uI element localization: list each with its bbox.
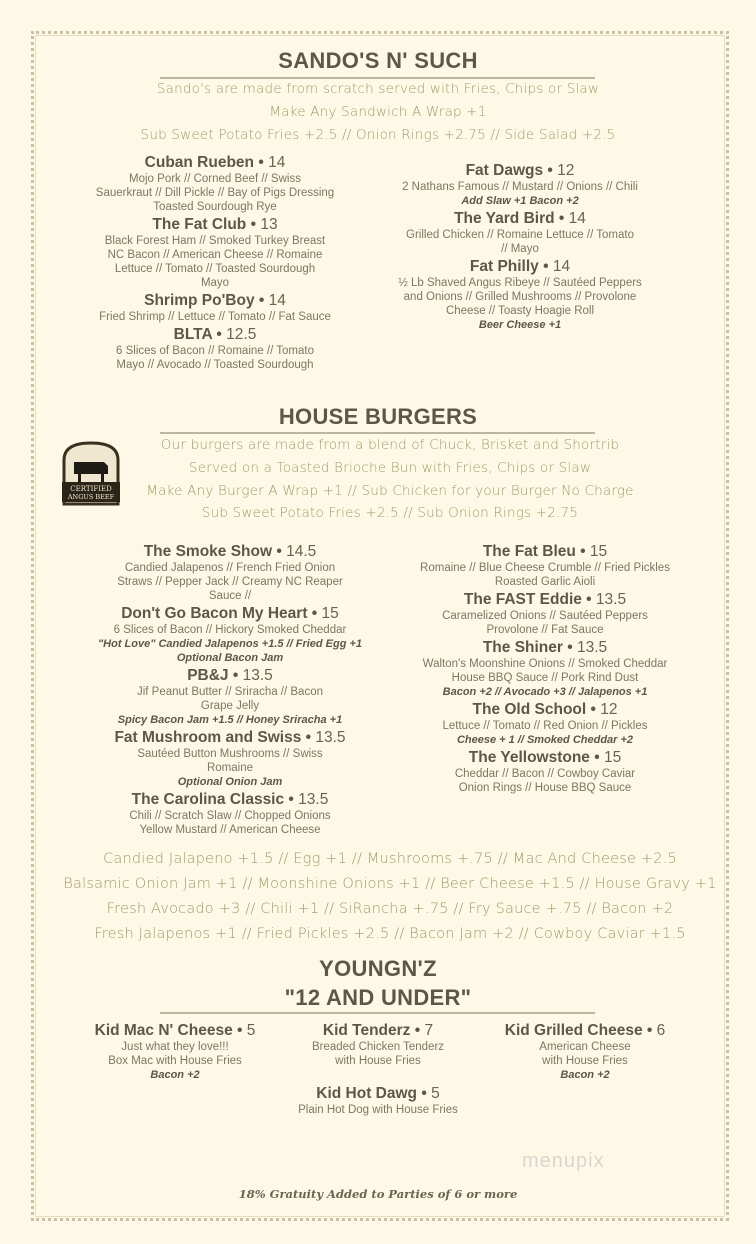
kids-column	[65, 1022, 285, 1084]
item-name: Fat Philly	[469, 258, 539, 275]
item-name: Cuban Rueben	[144, 154, 255, 171]
menu-item	[80, 729, 380, 789]
item-description: Mayo // Avocado // Toasted Sourdough	[116, 359, 314, 371]
item-name-line: Shrimp Po'Boy • 14	[144, 292, 286, 309]
item-description: with House Fries	[335, 1055, 421, 1067]
item-price: 5	[431, 1085, 440, 1102]
menu-item	[65, 1022, 285, 1082]
item-addon: Cheese + 1 // Smoked Cheddar +2	[456, 734, 634, 746]
item-name: The Yellowstone	[468, 749, 590, 766]
item-description: Cheese // Toasty Hoagie Roll	[445, 305, 595, 317]
item-price: 5	[246, 1022, 256, 1039]
item-name-line: Kid Grilled Cheese • 6	[504, 1022, 666, 1039]
menu-item	[395, 210, 645, 256]
item-name: The Smoke Show	[143, 543, 273, 560]
menu-item	[80, 154, 350, 214]
item-description: Romaine	[206, 762, 254, 774]
menu-item	[395, 591, 695, 637]
item-description: Cheddar // Bacon // Cowboy Caviar	[454, 768, 636, 780]
section-note: Sub Sweet Potato Fries +2.5 // Sub Onion Rings +2.75	[201, 505, 579, 521]
item-description: Candied Jalapenos // French Fried Onion	[124, 562, 336, 574]
item-description: Lettuce // Tomato // Red Onion // Pickles	[442, 720, 648, 732]
item-description: 6 Slices of Bacon // Romaine // Tomato	[116, 345, 314, 357]
menu-item	[395, 639, 695, 699]
item-description: Black Forest Ham // Smoked Turkey Breast	[104, 235, 326, 247]
addon-line: Candied Jalapeno +1.5 // Egg +1 // Mushrooms +.75 // Mac And Cheese +2.5	[103, 851, 677, 867]
item-name: The FAST Eddie	[463, 591, 582, 608]
addon-line: Fresh Avocado +3 // Chili +1 // SiRancha +.75 // Fry Sauce +.75 // Bacon +2	[106, 901, 674, 917]
item-description: Romaine // Blue Cheese Crumble // Fried Pickles	[420, 562, 670, 574]
item-price: 14	[568, 210, 586, 227]
menu-item	[80, 216, 350, 290]
item-description: ½ Lb Shaved Angus Ribeye // Sautéed Peppers	[398, 277, 642, 289]
item-description: Sauerkraut // Dill Pickle // Bay of Pigs Dressing	[95, 187, 335, 199]
item-description: Lettuce // Tomato // Toasted Sourdough	[114, 263, 316, 275]
section-note: Make Any Burger A Wrap +1 // Sub Chicken for your Burger No Charge	[146, 483, 634, 499]
item-description: Onion Rings // House BBQ Sauce	[458, 782, 632, 794]
item-addon: Optional Bacon Jam	[176, 652, 284, 664]
item-name: Fat Mushroom and Swiss	[114, 729, 302, 746]
addon-line: Fresh Jalapenos +1 // Fried Pickles +2.5 // Bacon Jam +2 // Cowboy Caviar +1.5	[94, 926, 686, 942]
item-description: Mayo	[200, 277, 230, 289]
item-addon: Add Slaw +1 Bacon +2	[461, 195, 579, 207]
item-price: 15	[589, 543, 608, 560]
item-name-line: BLTA • 12.5	[173, 326, 257, 343]
menu-item	[480, 1022, 690, 1082]
item-name: PB&J	[187, 667, 229, 684]
item-description: 6 Slices of Bacon // Hickory Smoked Cheddar	[113, 624, 347, 636]
item-description: Chili // Scratch Slaw // Chopped Onions	[129, 810, 331, 822]
section-title-sandos: SANDO'S N' SUCH	[278, 48, 478, 73]
item-name-line: Cuban Rueben • 14	[144, 154, 286, 171]
item-price: 13.5	[298, 791, 329, 808]
item-name-line: The Yellowstone • 15	[468, 749, 622, 766]
item-description: Provolone // Fat Sauce	[486, 624, 604, 636]
svg-text:CERTIFIED: CERTIFIED	[70, 485, 112, 493]
item-name-line: The Shiner • 13.5	[482, 639, 608, 656]
kids-column	[275, 1022, 481, 1070]
item-name: Don't Go Bacon My Heart	[121, 605, 308, 622]
item-addon: Bacon +2	[150, 1069, 200, 1081]
item-name: Shrimp Po'Boy	[144, 292, 255, 309]
item-description: Yellow Mustard // American Cheese	[139, 824, 321, 836]
item-name-line: The FAST Eddie • 13.5	[463, 591, 627, 608]
item-description: Toasted Sourdough Rye	[153, 201, 277, 213]
item-description: Plain Hot Dog with House Fries	[298, 1104, 458, 1116]
menu-item	[80, 605, 380, 665]
section-note: Make Any Sandwich A Wrap +1	[269, 104, 487, 120]
item-addon: "Hot Love" Candied Jalapenos +1.5 // Fried Egg +1	[97, 638, 363, 650]
item-description: Sautéed Button Mushrooms // Swiss	[137, 748, 323, 760]
item-price: 14	[268, 154, 286, 171]
section-title-kids: YOUNGN'Z	[319, 956, 437, 981]
item-price: 14.5	[286, 543, 317, 560]
item-name-line: Fat Dawgs • 12	[465, 162, 575, 179]
item-addon: Optional Onion Jam	[177, 776, 283, 788]
kids-column	[260, 1085, 496, 1119]
divider	[160, 432, 595, 434]
item-name-line: The Smoke Show • 14.5	[143, 543, 317, 560]
section-note: Sub Sweet Potato Fries +2.5 // Onion Rings +2.75 // Side Salad +2.5	[140, 127, 616, 143]
gratuity-note: 18% Gratuity Added to Parties of 6 or more	[238, 1187, 518, 1201]
item-name: The Yard Bird	[454, 210, 555, 227]
menu-item	[395, 258, 645, 332]
item-price: 12	[600, 701, 618, 718]
item-name-line: Fat Mushroom and Swiss • 13.5	[114, 729, 346, 746]
item-description: Jif Peanut Butter // Sriracha // Bacon	[136, 686, 323, 698]
divider	[160, 77, 595, 79]
item-description: Just what they love!!!	[121, 1041, 229, 1053]
item-name: The Fat Bleu	[482, 543, 576, 560]
item-name: Kid Hot Dawg	[316, 1085, 418, 1102]
item-price: 12	[557, 162, 575, 179]
menu-item	[395, 543, 695, 589]
item-description: Grilled Chicken // Romaine Lettuce // Tomato	[406, 229, 634, 241]
certified-angus-beef-logo	[60, 440, 122, 508]
item-description: Mojo Pork // Corned Beef // Swiss	[129, 173, 301, 185]
item-price: 14	[552, 258, 571, 275]
item-addon: Beer Cheese +1	[478, 319, 562, 331]
divider	[160, 1012, 595, 1014]
menu-item	[395, 701, 695, 747]
item-name-line: The Fat Bleu • 15	[482, 543, 608, 560]
section-title-burgers: HOUSE BURGERS	[278, 404, 478, 429]
item-addon: Bacon +2 // Avocado +3 // Jalapenos +1	[442, 686, 648, 698]
sandos-right-column	[395, 162, 645, 334]
item-name: The Shiner	[482, 639, 563, 656]
item-name: The Carolina Classic	[131, 791, 285, 808]
item-description: American Cheese	[539, 1041, 631, 1053]
item-name-line: The Yard Bird • 14	[454, 210, 586, 227]
item-description: Straws // Pepper Jack // Creamy NC Reaper	[117, 576, 343, 588]
item-description: with House Fries	[542, 1055, 628, 1067]
item-price: 12.5	[226, 326, 257, 343]
item-name: Kid Mac N' Cheese	[94, 1022, 233, 1039]
menu-item	[80, 667, 380, 727]
menu-item	[395, 162, 645, 208]
menu-item	[80, 292, 350, 324]
item-name: The Old School	[472, 701, 587, 718]
section-note: Sando's are made from scratch served with Fries, Chips or Slaw	[156, 81, 600, 97]
item-name: Fat Dawgs	[465, 162, 544, 179]
item-price: 7	[424, 1022, 434, 1039]
item-name-line: Kid Tenderz • 7	[322, 1022, 434, 1039]
item-description: Box Mac with House Fries	[108, 1055, 242, 1067]
item-description: and Onions // Grilled Mushrooms // Provolone	[403, 291, 637, 303]
burgers-right-column	[395, 543, 695, 797]
item-name-line: Fat Philly • 14	[469, 258, 571, 275]
menu-item	[275, 1022, 481, 1068]
item-name-line: Kid Hot Dawg • 5	[316, 1085, 440, 1102]
svg-text:ANGUS BEEF: ANGUS BEEF	[67, 493, 115, 501]
item-description: House BBQ Sauce // Pork Rind Dust	[451, 672, 639, 684]
item-price: 13.5	[242, 667, 273, 684]
item-description: Walton's Moonshine Onions // Smoked Cheddar	[422, 658, 668, 670]
item-name: The Fat Club	[152, 216, 247, 233]
item-description: // Mayo	[501, 243, 539, 255]
item-description: Grape Jelly	[200, 700, 260, 712]
item-addon: Bacon +2	[560, 1069, 610, 1081]
sandos-left-column	[80, 154, 350, 374]
item-name: Kid Tenderz	[322, 1022, 411, 1039]
item-description: Caramelized Onions // Sautéed Peppers	[442, 610, 648, 622]
item-description: Breaded Chicken Tenderz	[311, 1041, 445, 1053]
item-price: 6	[656, 1022, 666, 1039]
item-addon: Spicy Bacon Jam +1.5 // Honey Sriracha +1	[117, 714, 343, 726]
item-description: Roasted Garlic Aioli	[494, 576, 596, 588]
menu-item	[80, 326, 350, 372]
item-name-line: Kid Mac N' Cheese • 5	[94, 1022, 256, 1039]
item-name-line: The Old School • 12	[472, 701, 618, 718]
watermark: menupix	[522, 1150, 605, 1172]
item-name: Kid Grilled Cheese	[504, 1022, 643, 1039]
item-name: BLTA	[173, 326, 213, 343]
item-price: 15	[321, 605, 339, 622]
item-description: NC Bacon // American Cheese // Romaine	[107, 249, 323, 261]
section-note: Our burgers are made from a blend of Chuck, Brisket and Shortrib	[160, 437, 620, 453]
item-price: 14	[268, 292, 286, 309]
kids-column	[480, 1022, 690, 1084]
item-name-line: PB&J • 13.5	[187, 667, 273, 684]
item-price: 13.5	[315, 729, 346, 746]
menu-item	[80, 543, 380, 603]
item-price: 13.5	[576, 639, 608, 656]
item-name-line: The Fat Club • 13	[152, 216, 278, 233]
item-price: 13	[260, 216, 278, 233]
addon-line: Balsamic Onion Jam +1 // Moonshine Onions +1 // Beer Cheese +1.5 // House Gravy +1	[63, 876, 717, 892]
section-subtitle-kids: "12 AND UNDER"	[284, 985, 472, 1010]
menu-item	[260, 1085, 496, 1117]
item-price: 13.5	[595, 591, 627, 608]
item-price: 15	[603, 749, 622, 766]
menu-item	[395, 749, 695, 795]
item-description: Fried Shrimp // Lettuce // Tomato // Fat Sauce	[99, 311, 331, 323]
section-note: Served on a Toasted Brioche Bun with Fries, Chips or Slaw	[188, 460, 592, 476]
item-description: Sauce //	[208, 590, 252, 602]
item-description: 2 Nathans Famous // Mustard // Onions // Chili	[402, 181, 638, 193]
menu-item	[80, 791, 380, 837]
burgers-left-column	[80, 543, 380, 839]
item-name-line: The Carolina Classic • 13.5	[131, 791, 329, 808]
item-name-line: Don't Go Bacon My Heart • 15	[121, 605, 339, 622]
